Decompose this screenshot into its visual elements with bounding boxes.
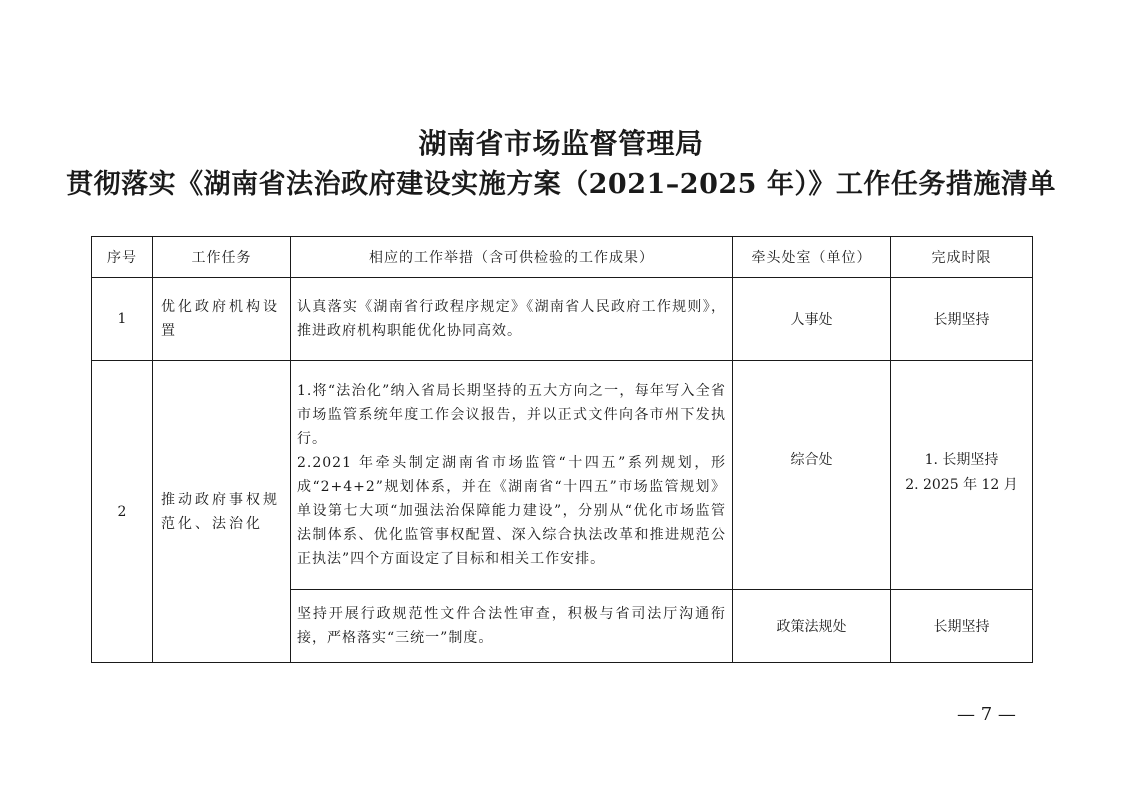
header-task: 工作任务	[153, 237, 291, 278]
page-number: — 7 —	[957, 704, 1016, 725]
deadline-line-1: 1. 长期坚持	[924, 452, 999, 468]
row-2-lead-department: 综合处	[733, 361, 891, 590]
table-row	[92, 278, 1033, 361]
task-measures-table	[91, 236, 1033, 663]
measure-item-2: 2.2021 年牵头制定湖南省市场监管“十四五”系列规划，形成“2+4+2”规划体系，并在《湖南省“十四五”市场监管规划》单设第七大项“加强法治保障能力建设”，分别从“优化市场监管法制体系、优化监管事权配置、深入综合执法改革和推进规范公正执法”四个方面设定了目标和相关工作安排。	[297, 455, 726, 567]
row-2-number: 2	[92, 361, 153, 663]
row-2-task: 推动政府事权规范化、法治化	[153, 361, 291, 663]
row-3-lead-department: 政策法规处	[733, 590, 891, 663]
table-row	[92, 361, 1033, 590]
measure-item-1: 1.将“法治化”纳入省局长期坚持的五大方向之一，每年写入全省市场监管系统年度工作会议报告，并以正式文件向各市州下发执行。	[297, 383, 726, 447]
header-serial-number: 序号	[92, 237, 153, 278]
row-1-deadline: 长期坚持	[891, 278, 1033, 361]
row-2-deadline	[891, 361, 1033, 590]
row-1-measure: 认真落实《湖南省行政程序规定》《湖南省人民政府工作规则》，推进政府机构职能优化协同高效。	[291, 278, 733, 361]
row-1-lead-department: 人事处	[733, 278, 891, 361]
header-lead-department: 牵头处室（单位）	[733, 237, 891, 278]
header-measures: 相应的工作举措（含可供检验的工作成果）	[291, 237, 733, 278]
row-1-number: 1	[92, 278, 153, 361]
row-3-deadline: 长期坚持	[891, 590, 1033, 663]
document-title-line-1: 湖南省市场监督管理局	[418, 127, 704, 160]
row-3-measure: 坚持开展行政规范性文件合法性审查，积极与省司法厅沟通衔接，严格落实“三统一”制度。	[291, 590, 733, 663]
row-1-task: 优化政府机构设置	[153, 278, 291, 361]
header-deadline: 完成时限	[891, 237, 1033, 278]
table-header-row	[92, 237, 1033, 278]
deadline-line-2: 2. 2025 年 12 月	[905, 477, 1018, 493]
document-title-line-2: 贯彻落实《湖南省法治政府建设实施方案（2021–2025 年）》工作任务措施清单	[66, 169, 1056, 200]
row-2-measure	[291, 361, 733, 590]
